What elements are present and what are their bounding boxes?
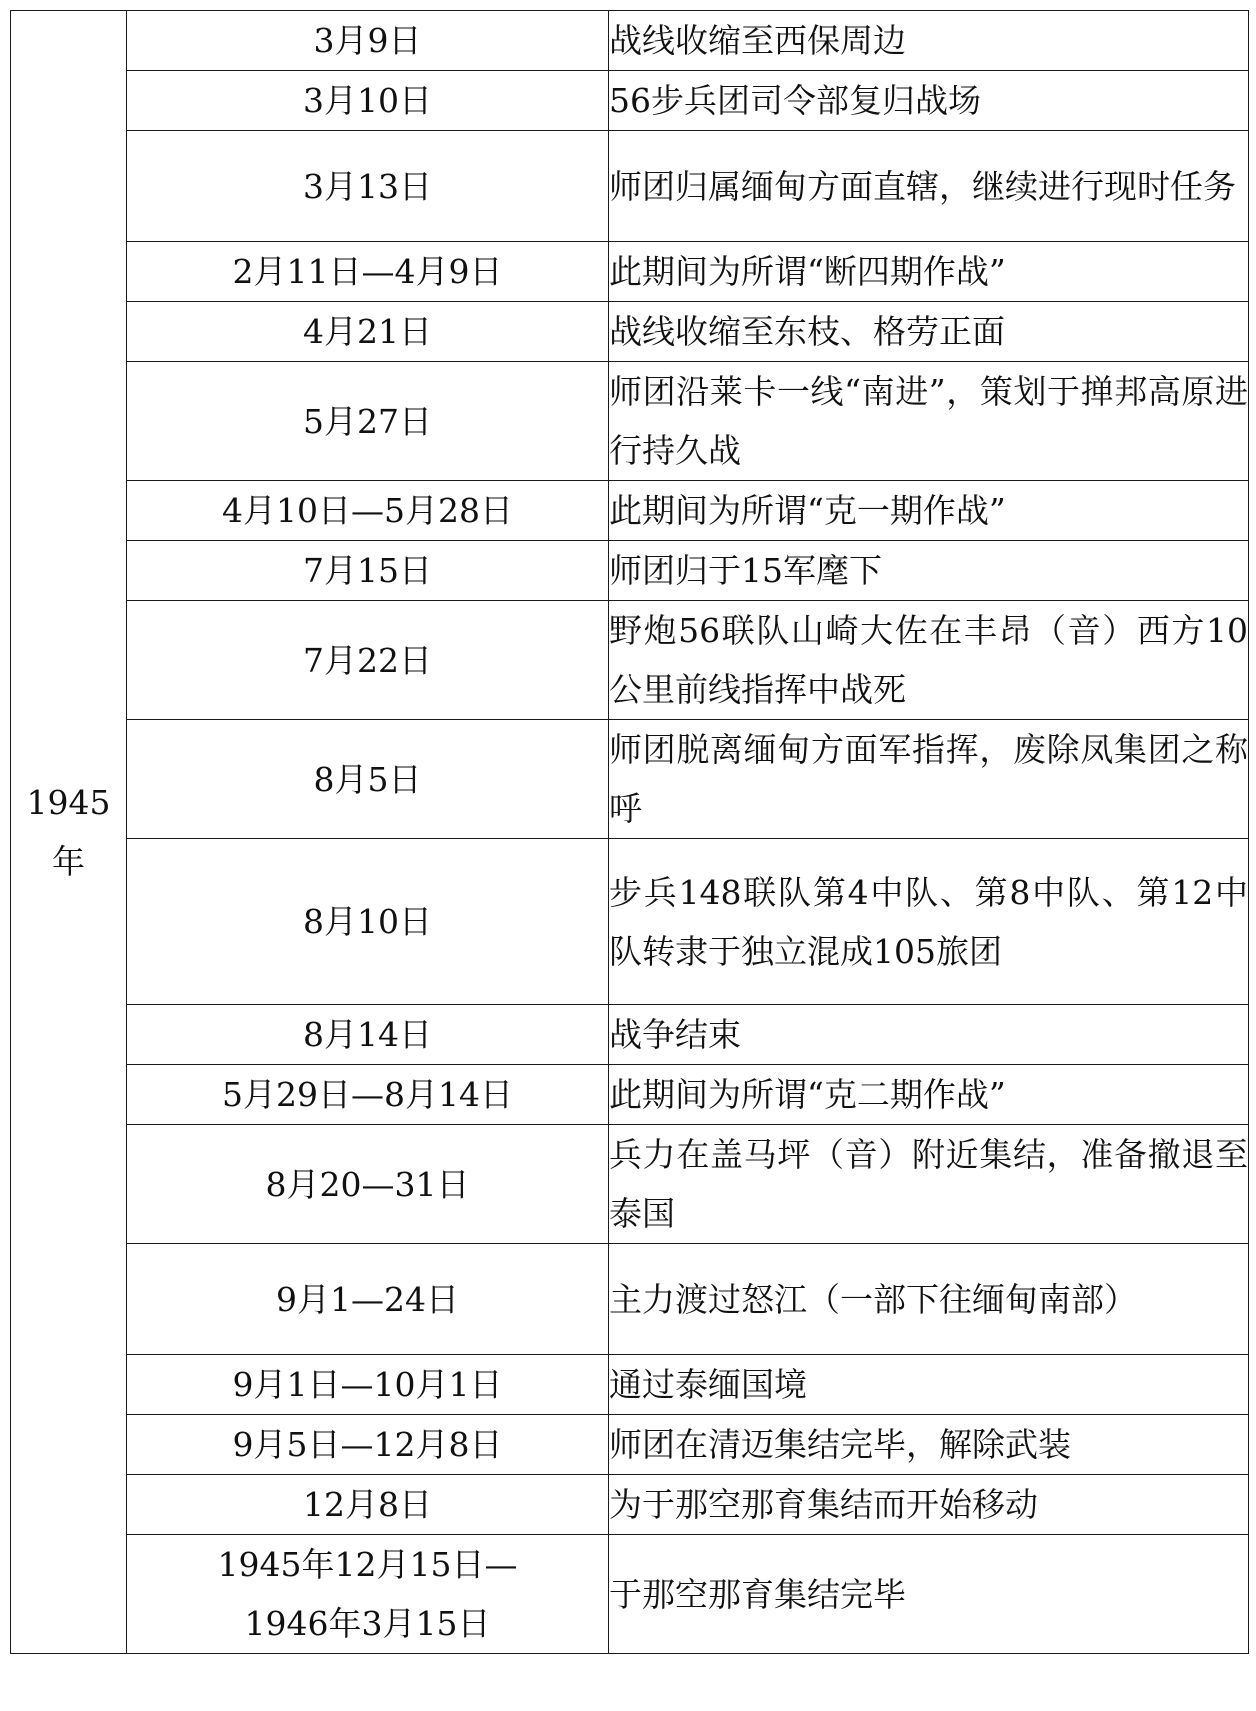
- date-text: 3月13日: [303, 166, 432, 206]
- date-text: 12月8日: [303, 1485, 432, 1524]
- table-row: [11, 601, 1249, 720]
- date-cell: [127, 242, 609, 302]
- date-cell: [127, 1415, 609, 1475]
- date-text: 1945年12月15日—: [217, 1545, 518, 1584]
- table-row: [11, 131, 1249, 242]
- chronology-table: [10, 10, 1249, 1654]
- table-row: [11, 541, 1249, 601]
- date-text: 2月11日—4月9日: [232, 252, 503, 291]
- event-cell: 战争结束: [609, 1005, 1249, 1065]
- table-row: [11, 1065, 1249, 1125]
- year-cell: [11, 11, 127, 1654]
- event-cell: 此期间为所谓“克一期作战”: [609, 481, 1249, 541]
- table-row: [11, 720, 1249, 839]
- date-cell: [127, 1535, 609, 1654]
- date-cell: [127, 839, 609, 1005]
- date-cell: [127, 11, 609, 71]
- year-suffix: 年: [52, 842, 85, 881]
- date-text: 7月15日: [303, 551, 432, 590]
- event-cell: 师团归于15军麾下: [609, 541, 1249, 601]
- date-text: 5月29日—8月14日: [222, 1075, 513, 1114]
- event-cell: 战线收缩至东枝、格劳正面: [609, 302, 1249, 362]
- date-text: 9月1日—10月1日: [232, 1365, 503, 1404]
- table-row: [11, 1415, 1249, 1475]
- date-cell: [127, 1475, 609, 1535]
- date-cell: [127, 720, 609, 839]
- date-cell: [127, 362, 609, 481]
- table-row: [11, 302, 1249, 362]
- event-cell: 师团脱离缅甸方面军指挥，废除凤集团之称呼: [609, 720, 1249, 839]
- date-text: 8月14日: [303, 1015, 432, 1054]
- date-text: 7月22日: [303, 640, 432, 680]
- table-row: [11, 1355, 1249, 1415]
- date-text: 8月10日: [303, 902, 432, 941]
- event-cell: 为于那空那育集结而开始移动: [609, 1475, 1249, 1535]
- date-cell: [127, 131, 609, 242]
- table-row: [11, 1535, 1249, 1654]
- table-row: [11, 481, 1249, 541]
- year-number: 1945: [26, 783, 111, 822]
- date-cell: [127, 1244, 609, 1355]
- table-row: [11, 1475, 1249, 1535]
- date-text: 8月20—31日: [265, 1164, 470, 1204]
- event-cell: 此期间为所谓“克二期作战”: [609, 1065, 1249, 1125]
- date-cell: [127, 541, 609, 601]
- event-cell: 此期间为所谓“断四期作战”: [609, 242, 1249, 302]
- table-row: [11, 71, 1249, 131]
- date-text: 9月1—24日: [276, 1279, 459, 1319]
- date-text: 4月10日—5月28日: [222, 491, 513, 530]
- event-cell: 于那空那育集结完毕: [609, 1535, 1249, 1654]
- table-row: [11, 1244, 1249, 1355]
- date-text: 5月27日: [303, 401, 432, 441]
- event-cell: 主力渡过怒江（一部下往缅甸南部）: [609, 1244, 1249, 1355]
- table-row: [11, 839, 1249, 1005]
- table-row: [11, 11, 1249, 71]
- date-cell: [127, 601, 609, 720]
- event-cell: 师团在清迈集结完毕，解除武装: [609, 1415, 1249, 1475]
- event-cell: 野炮56联队山崎大佐在丰昂（音）西方10公里前线指挥中战死: [609, 601, 1249, 720]
- date-text: 9月5日—12月8日: [232, 1425, 503, 1464]
- date-text: 3月9日: [313, 21, 422, 60]
- date-cell: [127, 481, 609, 541]
- date-cell: [127, 1355, 609, 1415]
- event-cell: 师团沿莱卡一线“南进”，策划于掸邦高原进行持久战: [609, 362, 1249, 481]
- table-row: [11, 1005, 1249, 1065]
- event-cell: 步兵148联队第4中队、第8中队、第12中队转隶于独立混成105旅团: [609, 839, 1249, 1005]
- event-cell: 兵力在盖马坪（音）附近集结，准备撤退至泰国: [609, 1125, 1249, 1244]
- date-text: 1946年3月15日: [244, 1604, 491, 1643]
- event-cell: 56步兵团司令部复归战场: [609, 71, 1249, 131]
- event-cell: 师团归属缅甸方面直辖，继续进行现时任务: [609, 131, 1249, 242]
- date-cell: [127, 1065, 609, 1125]
- date-cell: [127, 1125, 609, 1244]
- event-cell: 战线收缩至西保周边: [609, 11, 1249, 71]
- table-row: [11, 1125, 1249, 1244]
- table-row: [11, 242, 1249, 302]
- date-text: 8月5日: [313, 759, 422, 799]
- table-row: [11, 362, 1249, 481]
- date-cell: [127, 71, 609, 131]
- date-cell: [127, 1005, 609, 1065]
- date-text: 3月10日: [303, 81, 432, 120]
- event-cell: 通过泰缅国境: [609, 1355, 1249, 1415]
- date-cell: [127, 302, 609, 362]
- date-text: 4月21日: [303, 312, 432, 351]
